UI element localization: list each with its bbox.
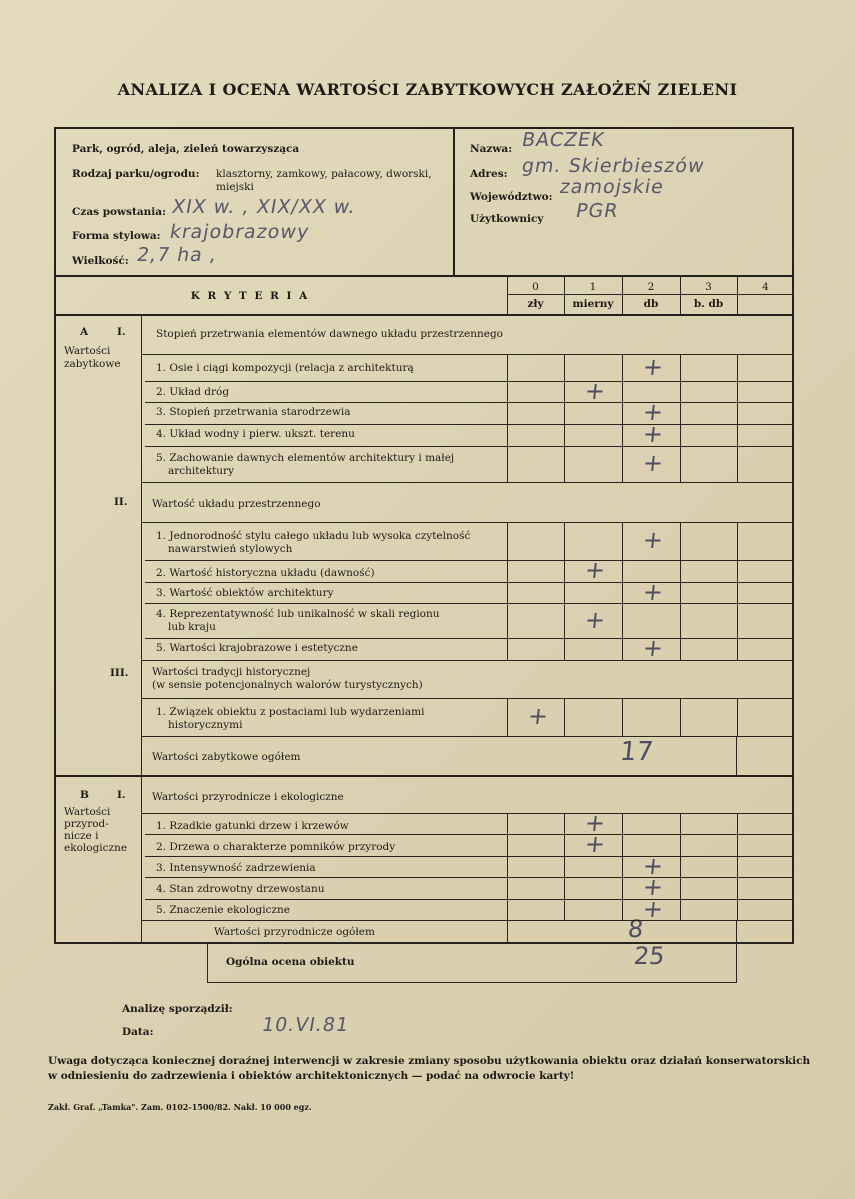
cell-rule bbox=[622, 899, 623, 920]
b-row-2-label: 2. Drzewa o charakterze pomników przyrody bbox=[156, 841, 396, 853]
header-cell-rule bbox=[737, 275, 738, 314]
rating-mark: + bbox=[641, 398, 665, 426]
cell-rule bbox=[680, 560, 681, 582]
cell-rule bbox=[622, 638, 623, 660]
b-total-value: 8 bbox=[626, 915, 645, 943]
cell-rule bbox=[680, 446, 681, 482]
rating-header-rule bbox=[507, 294, 794, 295]
cell-rule bbox=[680, 582, 681, 603]
cell-rule bbox=[737, 899, 738, 920]
cell-rule bbox=[507, 877, 508, 899]
section-a-name-2: zabytkowe bbox=[64, 358, 121, 370]
cell-rule bbox=[507, 402, 508, 424]
b-group-title: Wartości przyrodnicze i ekologiczne bbox=[152, 791, 344, 803]
rating-mark: + bbox=[641, 449, 665, 477]
row-rule bbox=[145, 424, 794, 425]
uwaga-note: Uwaga dotycząca koniecznej doraźnej interwencji w zakresie zmiany sposobu użytkowania obiektu oraz działań konserwatorskich bbox=[48, 1055, 811, 1067]
cell-rule bbox=[564, 354, 565, 381]
cell-rule bbox=[507, 856, 508, 877]
a2-row-4-label-2: lub kraju bbox=[168, 621, 216, 633]
overall-right-rule bbox=[736, 942, 737, 982]
rating-col-1-num: 1 bbox=[589, 281, 597, 293]
cell-rule bbox=[507, 603, 508, 638]
a2-group-title: Wartość układu przestrzennego bbox=[152, 498, 321, 510]
section-a-divider bbox=[141, 315, 142, 775]
data-value: 10.VI.81 bbox=[260, 1014, 351, 1036]
nazwa-value: BACZEK bbox=[520, 129, 607, 151]
rating-col-1-word: mierny bbox=[572, 298, 614, 310]
rating-mark: + bbox=[583, 376, 607, 405]
rodzaj-label: Rodzaj parku/ogrodu: bbox=[72, 168, 200, 180]
a-total-value: 17 bbox=[618, 737, 655, 767]
a1-row-3-label: 3. Stopień przetrwania starodrzewia bbox=[156, 406, 351, 418]
cell-rule bbox=[564, 522, 565, 560]
section-a-name: Wartości bbox=[64, 345, 111, 357]
cell-rule bbox=[737, 424, 738, 446]
row-rule bbox=[145, 834, 794, 835]
a3-group-title: Wartości tradycji historycznej bbox=[152, 666, 311, 678]
cell-rule bbox=[680, 381, 681, 402]
section-a-letter: A bbox=[80, 326, 89, 338]
row-rule bbox=[145, 736, 794, 737]
cell-rule bbox=[564, 834, 565, 856]
cell-rule bbox=[737, 354, 738, 381]
row-rule bbox=[145, 877, 794, 878]
b-total-label: Wartości przyrodnicze ogółem bbox=[214, 926, 375, 938]
cell-rule bbox=[680, 424, 681, 446]
cell-rule bbox=[737, 834, 738, 856]
row-rule bbox=[145, 638, 794, 639]
cell-rule bbox=[622, 446, 623, 482]
section-b-roman: I. bbox=[117, 789, 126, 801]
cell-rule bbox=[622, 354, 623, 381]
b-row-1-label: 1. Rzadkie gatunki drzew i krzewów bbox=[156, 820, 349, 832]
rodzaj-options: klasztorny, zamkowy, pałacowy, dworski, bbox=[216, 168, 432, 180]
b-row-4-label: 4. Stan zdrowotny drzewostanu bbox=[156, 883, 325, 895]
section-rule bbox=[141, 813, 794, 814]
forma-value: krajobrazowy bbox=[168, 221, 312, 243]
cell-rule bbox=[736, 736, 737, 775]
a3-row-1-label-2: historycznymi bbox=[168, 719, 243, 731]
section-a-roman-3: III. bbox=[110, 667, 129, 679]
section-b-name: Wartości bbox=[64, 806, 111, 818]
section-rule bbox=[54, 942, 794, 943]
cell-rule bbox=[622, 834, 623, 856]
adres-value: gm. Skierbieszów bbox=[520, 155, 707, 177]
cell-rule bbox=[737, 813, 738, 834]
cell-rule bbox=[737, 638, 738, 660]
a2-row-4-label: 4. Reprezentatywność lub unikalność w skali regionu bbox=[156, 608, 440, 620]
overall-bottom-rule bbox=[207, 982, 737, 983]
section-rule bbox=[141, 522, 794, 523]
rating-mark: + bbox=[641, 634, 665, 662]
cell-rule bbox=[564, 560, 565, 582]
cell-rule bbox=[564, 424, 565, 446]
cell-rule bbox=[622, 522, 623, 560]
row-rule bbox=[145, 482, 794, 483]
header-cell-rule bbox=[564, 275, 565, 314]
cell-rule bbox=[737, 877, 738, 899]
header-divider bbox=[453, 128, 455, 275]
cell-rule bbox=[564, 603, 565, 638]
cell-rule bbox=[564, 877, 565, 899]
cell-rule bbox=[622, 582, 623, 603]
cell-rule bbox=[564, 813, 565, 834]
header-cell-rule bbox=[680, 275, 681, 314]
cell-rule bbox=[507, 698, 508, 736]
a1-row-1-label: 1. Osie i ciągi kompozycji (relacja z architekturą bbox=[156, 362, 414, 374]
a2-row-5-label: 5. Wartości krajobrazowe i estetyczne bbox=[156, 642, 358, 654]
a1-group-title: Stopień przetrwania elementów dawnego układu przestrzennego bbox=[156, 328, 503, 340]
cell-rule bbox=[564, 446, 565, 482]
rating-mark: + bbox=[583, 808, 607, 837]
rating-mark: + bbox=[583, 830, 607, 858]
printer-imprint: Zakł. Graf. „Tamka". Zam. 0102-1500/82. Nakł. 10 000 egz. bbox=[48, 1102, 312, 1112]
a1-row-5-label-2: architektury bbox=[168, 465, 235, 477]
cell-rule bbox=[737, 381, 738, 402]
uzytkownicy-value: PGR bbox=[574, 200, 621, 222]
cell-rule bbox=[507, 638, 508, 660]
cell-rule bbox=[507, 446, 508, 482]
wojewodztwo-value: zamojskie bbox=[558, 176, 666, 198]
czas-value: XIX w. , XIX/XX w. bbox=[170, 196, 358, 218]
cell-rule bbox=[507, 582, 508, 603]
rating-col-4-num: 4 bbox=[762, 281, 769, 293]
row-rule bbox=[145, 560, 794, 561]
rating-mark: + bbox=[641, 526, 665, 554]
a-total-label: Wartości zabytkowe ogółem bbox=[152, 751, 301, 763]
cell-rule bbox=[622, 877, 623, 899]
a1-row-2-label: 2. Układ dróg bbox=[156, 386, 230, 398]
a1-row-4-label: 4. Układ wodny i pierw. ukszt. terenu bbox=[156, 428, 355, 440]
a1-row-5-label: 5. Zachowanie dawnych elementów architektury i małej bbox=[156, 452, 455, 464]
rating-col-3-word: b. db bbox=[693, 298, 724, 310]
rating-col-2-word: db bbox=[643, 298, 659, 310]
cell-rule bbox=[564, 856, 565, 877]
cell-rule bbox=[622, 813, 623, 834]
row-rule bbox=[145, 856, 794, 857]
b-row-3-label: 3. Intensywność zadrzewienia bbox=[156, 862, 316, 874]
cell-rule bbox=[737, 603, 738, 638]
cell-rule bbox=[622, 381, 623, 402]
section-b-name-2: przyrod- bbox=[64, 818, 109, 830]
header-cell-rule bbox=[507, 275, 508, 314]
wielkosc-value: 2,7 ha , bbox=[135, 244, 219, 266]
cell-rule bbox=[622, 402, 623, 424]
rating-col-3-num: 3 bbox=[705, 281, 712, 293]
rating-mark: + bbox=[583, 556, 607, 584]
overall-left-rule bbox=[207, 942, 208, 982]
cell-rule bbox=[737, 446, 738, 482]
a2-row-2-label: 2. Wartość historyczna układu (dawność) bbox=[156, 567, 375, 579]
adres-label: Adres: bbox=[470, 168, 508, 180]
rating-mark: + bbox=[641, 873, 665, 901]
section-b-name-3: nicze i bbox=[64, 830, 99, 842]
cell-rule bbox=[680, 354, 681, 381]
header-cell-rule bbox=[622, 275, 623, 314]
cell-rule bbox=[564, 899, 565, 920]
cell-rule bbox=[507, 424, 508, 446]
cell-rule bbox=[507, 560, 508, 582]
cell-rule bbox=[737, 522, 738, 560]
row-rule bbox=[145, 660, 794, 661]
cell-rule bbox=[622, 698, 623, 736]
cell-rule bbox=[622, 424, 623, 446]
cell-rule bbox=[736, 920, 737, 942]
rating-col-0-num: 0 bbox=[532, 281, 539, 293]
row-rule bbox=[145, 899, 794, 900]
cell-rule bbox=[680, 603, 681, 638]
cell-rule bbox=[507, 354, 508, 381]
a3-row-1-label: 1. Związek obiektu z postaciami lub wydarzeniami bbox=[156, 706, 425, 718]
a2-row-1-label-2: nawarstwień stylowych bbox=[168, 543, 293, 555]
rating-mark: + bbox=[583, 605, 607, 634]
section-a-roman-2: II. bbox=[114, 496, 128, 508]
section-b-name-4: ekologiczne bbox=[64, 842, 128, 854]
analiza-label: Analizę sporządził: bbox=[122, 1003, 233, 1015]
rating-mark: + bbox=[641, 352, 665, 381]
section-rule bbox=[141, 354, 794, 355]
cell-rule bbox=[680, 813, 681, 834]
cell-rule bbox=[507, 920, 508, 942]
row-rule bbox=[145, 603, 794, 604]
cell-rule bbox=[564, 638, 565, 660]
cell-rule bbox=[622, 856, 623, 877]
cell-rule bbox=[680, 834, 681, 856]
cell-rule bbox=[680, 899, 681, 920]
cell-rule bbox=[737, 560, 738, 582]
cell-rule bbox=[680, 698, 681, 736]
a2-row-3-label: 3. Wartość obiektów architektury bbox=[156, 587, 334, 599]
rating-mark: + bbox=[526, 702, 550, 730]
rating-mark: + bbox=[641, 894, 665, 923]
cell-rule bbox=[564, 402, 565, 424]
uwaga-note-2: w odniesieniu do zadrzewienia i obiektów architektonicznych — podać na odwrocie karty! bbox=[48, 1070, 575, 1082]
cell-rule bbox=[564, 381, 565, 402]
park-label: Park, ogród, aleja, zieleń towarzysząca bbox=[72, 143, 300, 155]
overall-label: Ogólna ocena obiektu bbox=[226, 956, 355, 968]
row-rule bbox=[145, 446, 794, 447]
cell-rule bbox=[737, 698, 738, 736]
cell-rule bbox=[680, 402, 681, 424]
section-a-roman-1: I. bbox=[117, 326, 126, 338]
cell-rule bbox=[622, 560, 623, 582]
section-b-letter: B bbox=[80, 789, 89, 801]
cell-rule bbox=[507, 834, 508, 856]
rating-mark: + bbox=[641, 420, 665, 448]
header-bottom-rule bbox=[54, 275, 794, 277]
cell-rule bbox=[622, 603, 623, 638]
czas-label: Czas powstania: bbox=[72, 206, 166, 218]
cell-rule bbox=[507, 522, 508, 560]
row-rule bbox=[145, 920, 794, 921]
cell-rule bbox=[680, 877, 681, 899]
kryteria-label: K R Y T E R I A bbox=[190, 290, 310, 302]
nazwa-label: Nazwa: bbox=[470, 143, 513, 155]
cell-rule bbox=[737, 402, 738, 424]
row-rule bbox=[145, 402, 794, 403]
rating-col-0-word: zły bbox=[527, 298, 544, 310]
section-rule bbox=[141, 698, 794, 699]
cell-rule bbox=[564, 698, 565, 736]
wielkosc-label: Wielkość: bbox=[72, 255, 129, 267]
uzytkownicy-label: Użytkownicy bbox=[470, 213, 544, 225]
cell-rule bbox=[737, 856, 738, 877]
a2-row-1-label: 1. Jednorodność stylu całego układu lub wysoka czytelność bbox=[156, 530, 471, 542]
section-b-divider bbox=[141, 776, 142, 943]
cell-rule bbox=[737, 582, 738, 603]
rating-mark: + bbox=[641, 851, 665, 880]
row-rule bbox=[145, 582, 794, 583]
forma-label: Forma stylowa: bbox=[72, 230, 161, 242]
cell-rule bbox=[507, 813, 508, 834]
wojewodztwo-label: Województwo: bbox=[470, 191, 553, 203]
cell-rule bbox=[680, 856, 681, 877]
cell-rule bbox=[507, 381, 508, 402]
cell-rule bbox=[680, 638, 681, 660]
cell-rule bbox=[564, 582, 565, 603]
data-label: Data: bbox=[122, 1026, 154, 1038]
section-a-bottom-rule bbox=[54, 775, 794, 777]
rating-col-2-num: 2 bbox=[647, 281, 655, 293]
row-rule bbox=[145, 381, 794, 382]
a3-group-title-2: (w sensie potencjonalnych walorów turystycznych) bbox=[152, 679, 423, 691]
rating-mark: + bbox=[641, 577, 665, 606]
cell-rule bbox=[680, 522, 681, 560]
overall-value: 25 bbox=[632, 942, 667, 970]
kryteria-bottom-rule bbox=[54, 314, 794, 316]
rodzaj-options-2: miejski bbox=[216, 181, 254, 193]
cell-rule bbox=[507, 899, 508, 920]
b-row-5-label: 5. Znaczenie ekologiczne bbox=[156, 904, 291, 916]
form-title: ANALIZA I OCENA WARTOŚCI ZABYTKOWYCH ZAŁOŻEŃ ZIELENI bbox=[117, 80, 738, 99]
